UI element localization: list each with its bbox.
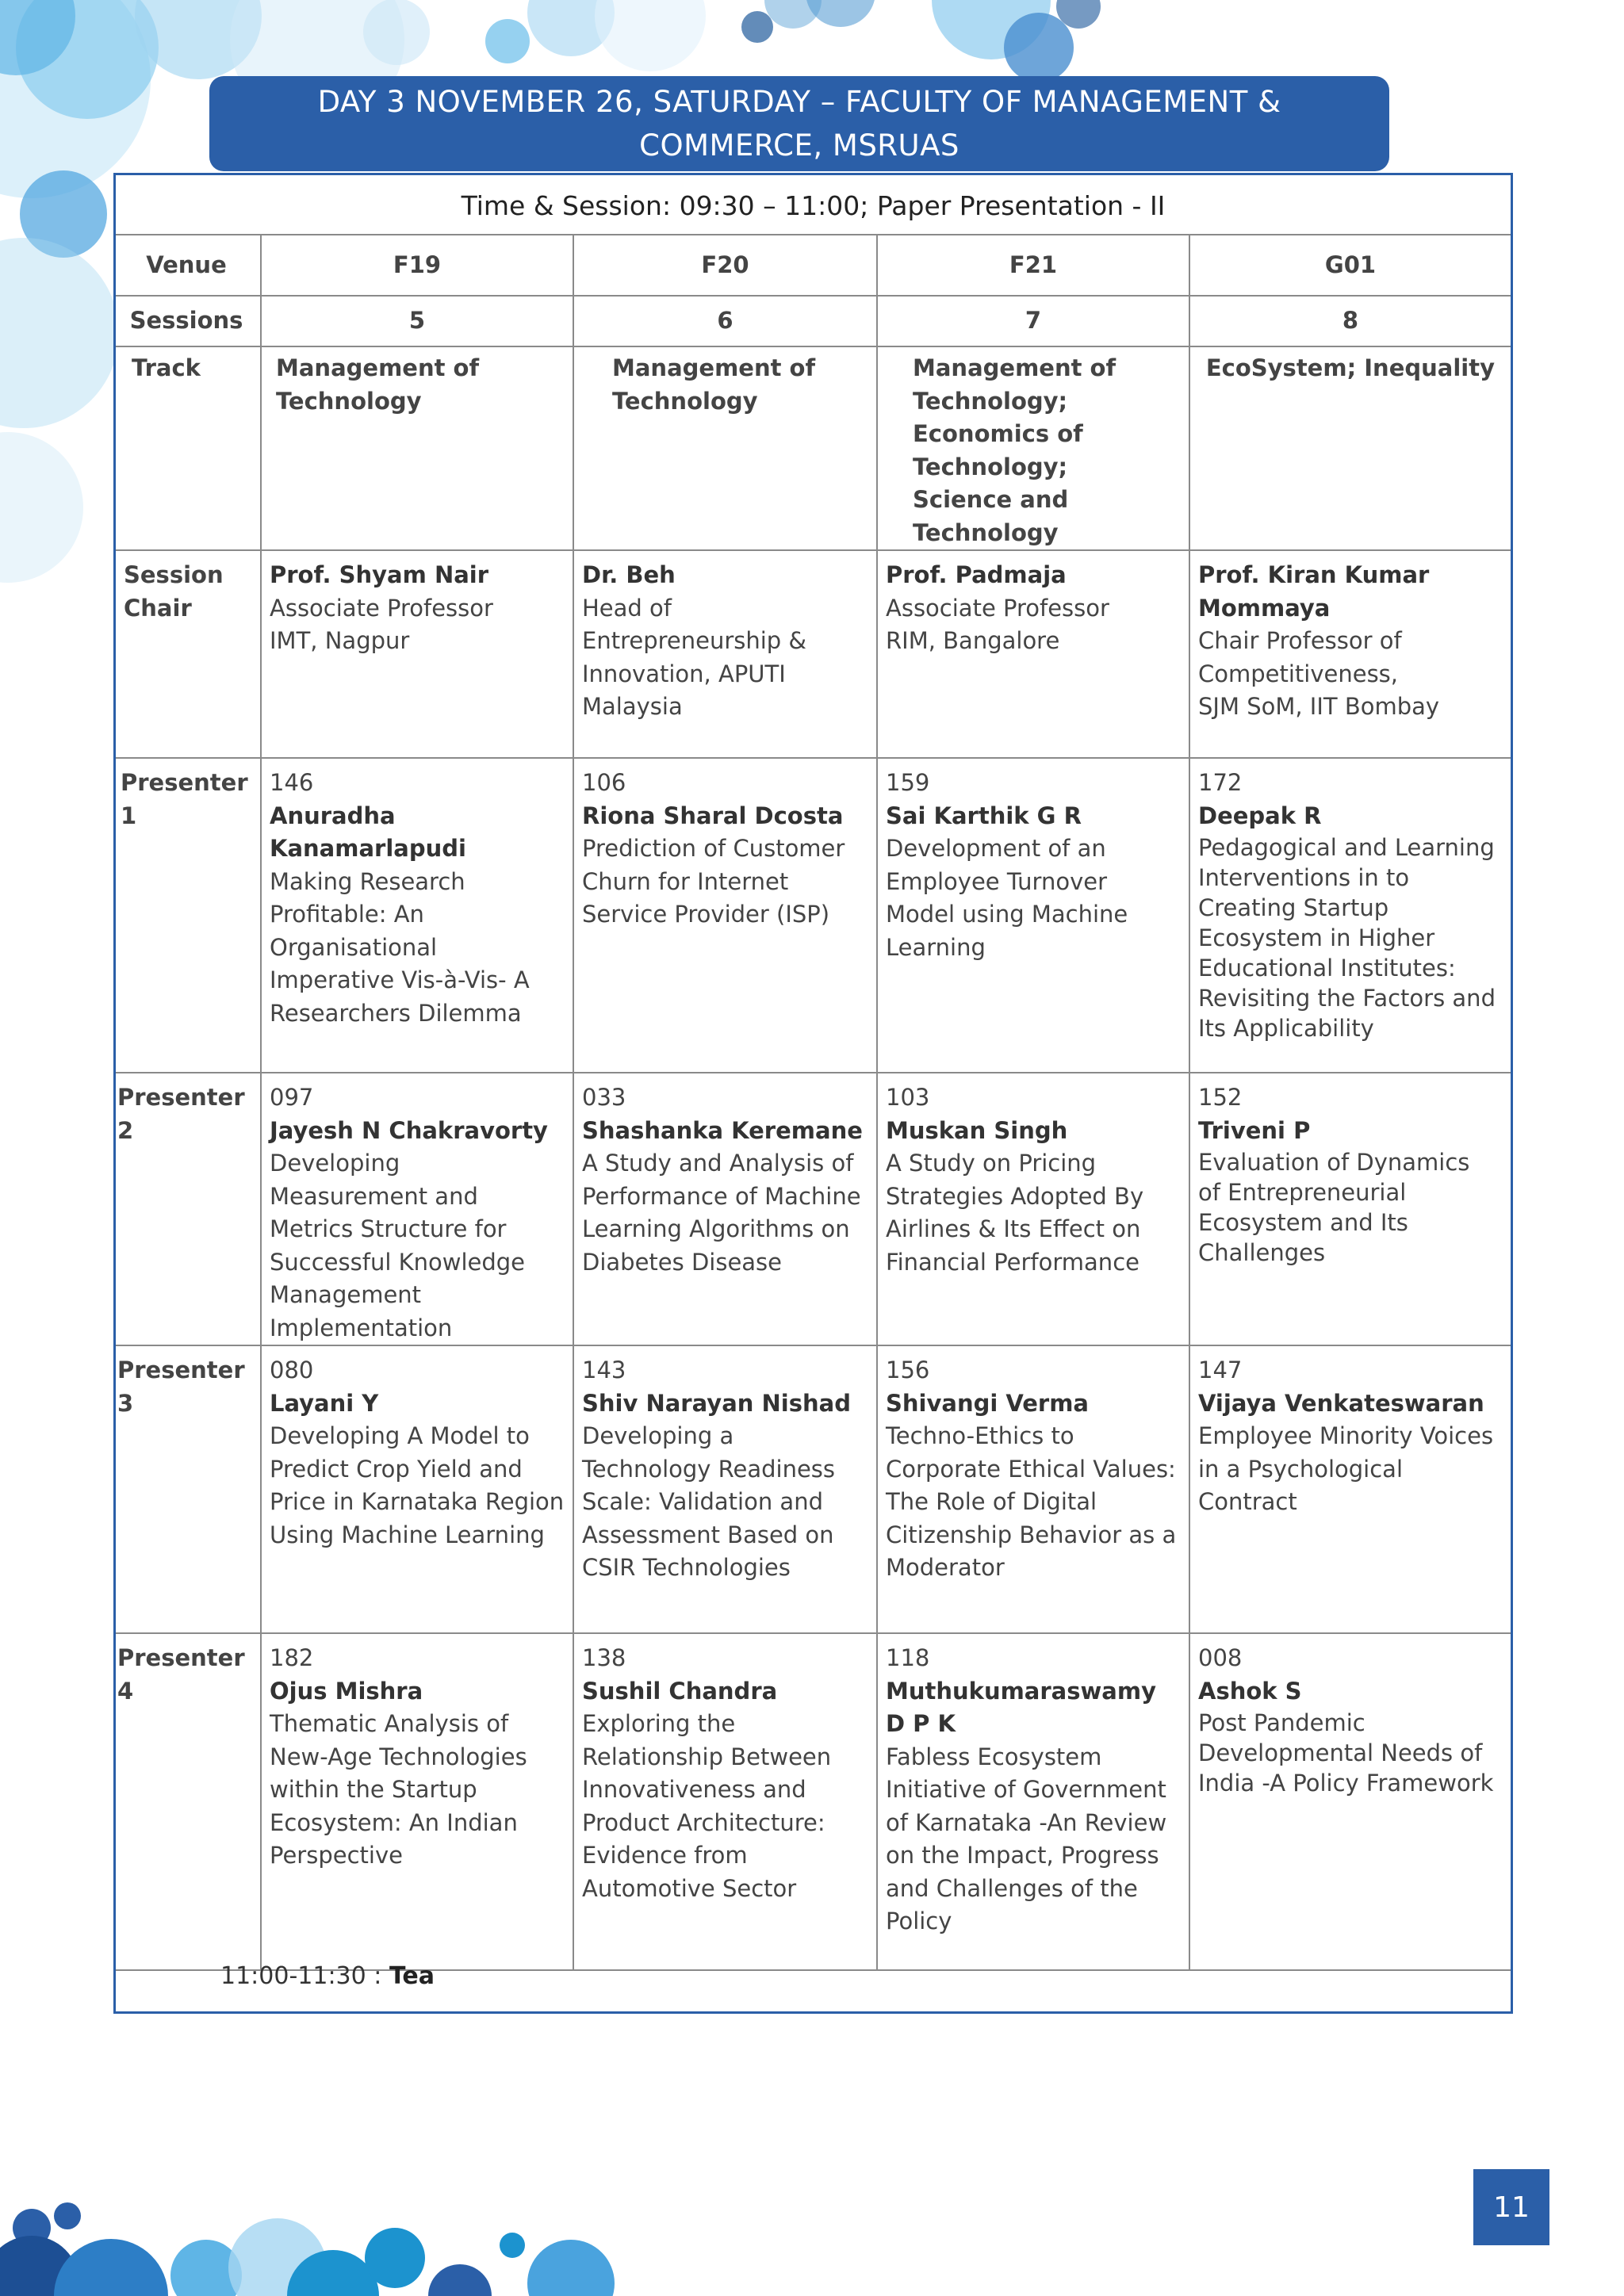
paper-id: 152 (1198, 1084, 1243, 1111)
presentation-118 (877, 1633, 1189, 1970)
presentation-159 (877, 758, 1189, 1073)
row-label-chair: Session Chair (116, 550, 261, 758)
chair-f21 (877, 550, 1189, 758)
paper-title: Employee Minority Voices in a Psychological Contract (1198, 1422, 1494, 1515)
row-label-presenter-3: Presenter 3 (116, 1345, 261, 1633)
row-label-venue: Venue (116, 235, 261, 296)
presentation-033 (573, 1073, 877, 1345)
presentation-008 (1189, 1633, 1511, 1970)
day-header-title: DAY 3 NOVEMBER 26, SATURDAY – FACULTY OF MANAGEMENT & COMMERCE, MSRUAS (317, 85, 1281, 163)
paper-id: 103 (886, 1084, 930, 1111)
row-label-presenter-2: Presenter 2 (116, 1073, 261, 1345)
paper-id: 146 (270, 769, 314, 796)
presentation-097 (261, 1073, 573, 1345)
paper-id: 118 (886, 1644, 930, 1671)
paper-id: 159 (886, 769, 930, 796)
tea-label: Tea (389, 1962, 435, 1990)
paper-title: A Study and Analysis of Performance of Machine Learning Algorithms on Diabetes Disease (582, 1150, 861, 1276)
presentation-138 (573, 1633, 877, 1970)
paper-id: 106 (582, 769, 626, 796)
chair-name: Prof. Kiran Kumar Mommaya (1198, 561, 1430, 622)
paper-id: 147 (1198, 1357, 1243, 1383)
chair-row (116, 550, 1511, 758)
row-label-sessions: Sessions (116, 296, 261, 346)
track-row (116, 346, 1511, 550)
paper-title: Thematic Analysis of New-Age Technologies within the Startup Ecosystem: An Indian Perspective (270, 1710, 527, 1869)
presenter-4-row (116, 1633, 1511, 1970)
paper-id: 033 (582, 1084, 626, 1111)
chair-name: Prof. Padmaja (886, 561, 1067, 588)
chair-f20 (573, 550, 877, 758)
chair-f19 (261, 550, 573, 758)
row-label-track: Track (116, 346, 261, 550)
presentation-147 (1189, 1345, 1511, 1633)
chair-detail: Head of Entrepreneurship & Innovation, APUTI Malaysia (582, 594, 807, 720)
venue-f21: F21 (877, 235, 1189, 296)
row-label-presenter-4: Presenter 4 (116, 1633, 261, 1970)
sessions-row (116, 296, 1511, 346)
paper-title: Post Pandemic Developmental Needs of India -A Policy Framework (1198, 1709, 1494, 1797)
presenter-name: Shashanka Keremane (582, 1116, 863, 1144)
paper-title: Developing Measurement and Metrics Structure for Successful Knowledge Management Implementation (270, 1150, 526, 1341)
presenter-name: Muskan Singh (886, 1116, 1068, 1144)
paper-title: Developing A Model to Predict Crop Yield and Price in Karnataka Region Using Machine Learning (270, 1422, 565, 1548)
chair-name: Dr. Beh (582, 561, 676, 588)
schedule-table (113, 173, 1513, 2014)
chair-detail: IMT, Nagpur (270, 627, 410, 654)
presentation-103 (877, 1073, 1189, 1345)
presenter-name: Ashok S (1198, 1677, 1302, 1705)
venue-row (116, 235, 1511, 296)
row-label-presenter-1: Presenter 1 (116, 758, 261, 1073)
presenter-name: Sai Karthik G R (886, 802, 1082, 829)
presenter-name: Riona Sharal Dcosta (582, 802, 844, 829)
day-header-banner (209, 76, 1389, 171)
tea-time: 11:00-11:30 : (220, 1962, 382, 1990)
presentation-146 (261, 758, 573, 1073)
chair-g01 (1189, 550, 1511, 758)
presentation-143 (573, 1345, 877, 1633)
paper-id: 182 (270, 1644, 314, 1671)
paper-title: Exploring the Relationship Between Innovativeness and Product Architecture: Evidence from Automotive Sector (582, 1710, 832, 1902)
venue-g01: G01 (1189, 235, 1511, 296)
paper-title: A Study on Pricing Strategies Adopted By Airlines & Its Effect on Financial Performance (886, 1150, 1144, 1276)
page-number: 11 (1473, 2169, 1549, 2245)
paper-id: 138 (582, 1644, 626, 1671)
chair-detail: Associate Professor (270, 594, 493, 622)
presentation-182 (261, 1633, 573, 1970)
schedule-grid (116, 234, 1511, 1971)
paper-id: 156 (886, 1357, 930, 1383)
paper-title: Evaluation of Dynamics of Entrepreneurial Ecosystem and Its Challenges (1198, 1149, 1470, 1266)
tea-break (220, 1962, 435, 1990)
chair-detail: RIM, Bangalore (886, 627, 1060, 654)
paper-title: Techno-Ethics to Corporate Ethical Values: The Role of Digital Citizenship Behavior as a Moderator (886, 1422, 1177, 1581)
paper-id: 080 (270, 1357, 314, 1383)
session-6: 6 (573, 296, 877, 346)
presenter-name: Layani Y (270, 1389, 379, 1417)
paper-title: Making Research Profitable: An Organisational Imperative Vis-à-Vis- A Researchers Dilemma (270, 867, 530, 1027)
paper-title: Development of an Employee Turnover Model using Machine Learning (886, 835, 1128, 961)
track-f21: Management of Technology; Economics of Technology; Science and Technology (877, 346, 1189, 550)
presenter-name: Anuradha Kanamarlapudi (270, 802, 466, 862)
presenter-name: Vijaya Venkateswaran (1198, 1389, 1484, 1417)
session-7: 7 (877, 296, 1189, 346)
presenter-name: Muthukumaraswamy D P K (886, 1677, 1156, 1737)
presentation-080 (261, 1345, 573, 1633)
track-g01: EcoSystem; Inequality (1189, 346, 1511, 550)
chair-detail: Chair Professor of Competitiveness, (1198, 627, 1402, 687)
paper-title: Pedagogical and Learning Interventions in to Creating Startup Ecosystem in Higher Educational Institutes: Revisiting the Factors and Its Applicability (1198, 834, 1496, 1042)
presenter-name: Deepak R (1198, 802, 1322, 829)
session-8: 8 (1189, 296, 1511, 346)
presenter-name: Shiv Narayan Nishad (582, 1389, 851, 1417)
presenter-name: Jayesh N Chakravorty (270, 1116, 548, 1144)
paper-id: 143 (582, 1357, 626, 1383)
presenter-name: Shivangi Verma (886, 1389, 1090, 1417)
session-5: 5 (261, 296, 573, 346)
track-f20: Management of Technology (573, 346, 877, 550)
presentation-106 (573, 758, 877, 1073)
presenter-1-row (116, 758, 1511, 1073)
presenter-name: Triveni P (1198, 1116, 1311, 1144)
session-title: Time & Session: 09:30 – 11:00; Paper Presentation - II (461, 189, 1166, 221)
paper-id: 008 (1198, 1644, 1243, 1671)
chair-detail: Associate Professor (886, 594, 1109, 622)
paper-title: Developing a Technology Readiness Scale: Validation and Assessment Based on CSIR Technologies (582, 1422, 836, 1581)
presenter-name: Sushil Chandra (582, 1677, 778, 1705)
presenter-name: Ojus Mishra (270, 1677, 423, 1705)
venue-f20: F20 (573, 235, 877, 296)
venue-f19: F19 (261, 235, 573, 296)
presentation-156 (877, 1345, 1189, 1633)
paper-title: Fabless Ecosystem Initiative of Government of Karnataka -An Review on the Impact, Progress and Challenges of the Policy (886, 1743, 1167, 1934)
presenter-3-row (116, 1345, 1511, 1633)
presentation-172 (1189, 758, 1511, 1073)
paper-title: Prediction of Customer Churn for Internet Service Provider (ISP) (582, 835, 845, 928)
chair-detail: SJM SoM, IIT Bombay (1198, 693, 1440, 720)
track-f19: Management of Technology (261, 346, 573, 550)
presentation-152 (1189, 1073, 1511, 1345)
chair-name: Prof. Shyam Nair (270, 561, 489, 588)
paper-id: 172 (1198, 769, 1243, 796)
paper-id: 097 (270, 1084, 314, 1111)
presenter-2-row (116, 1073, 1511, 1345)
